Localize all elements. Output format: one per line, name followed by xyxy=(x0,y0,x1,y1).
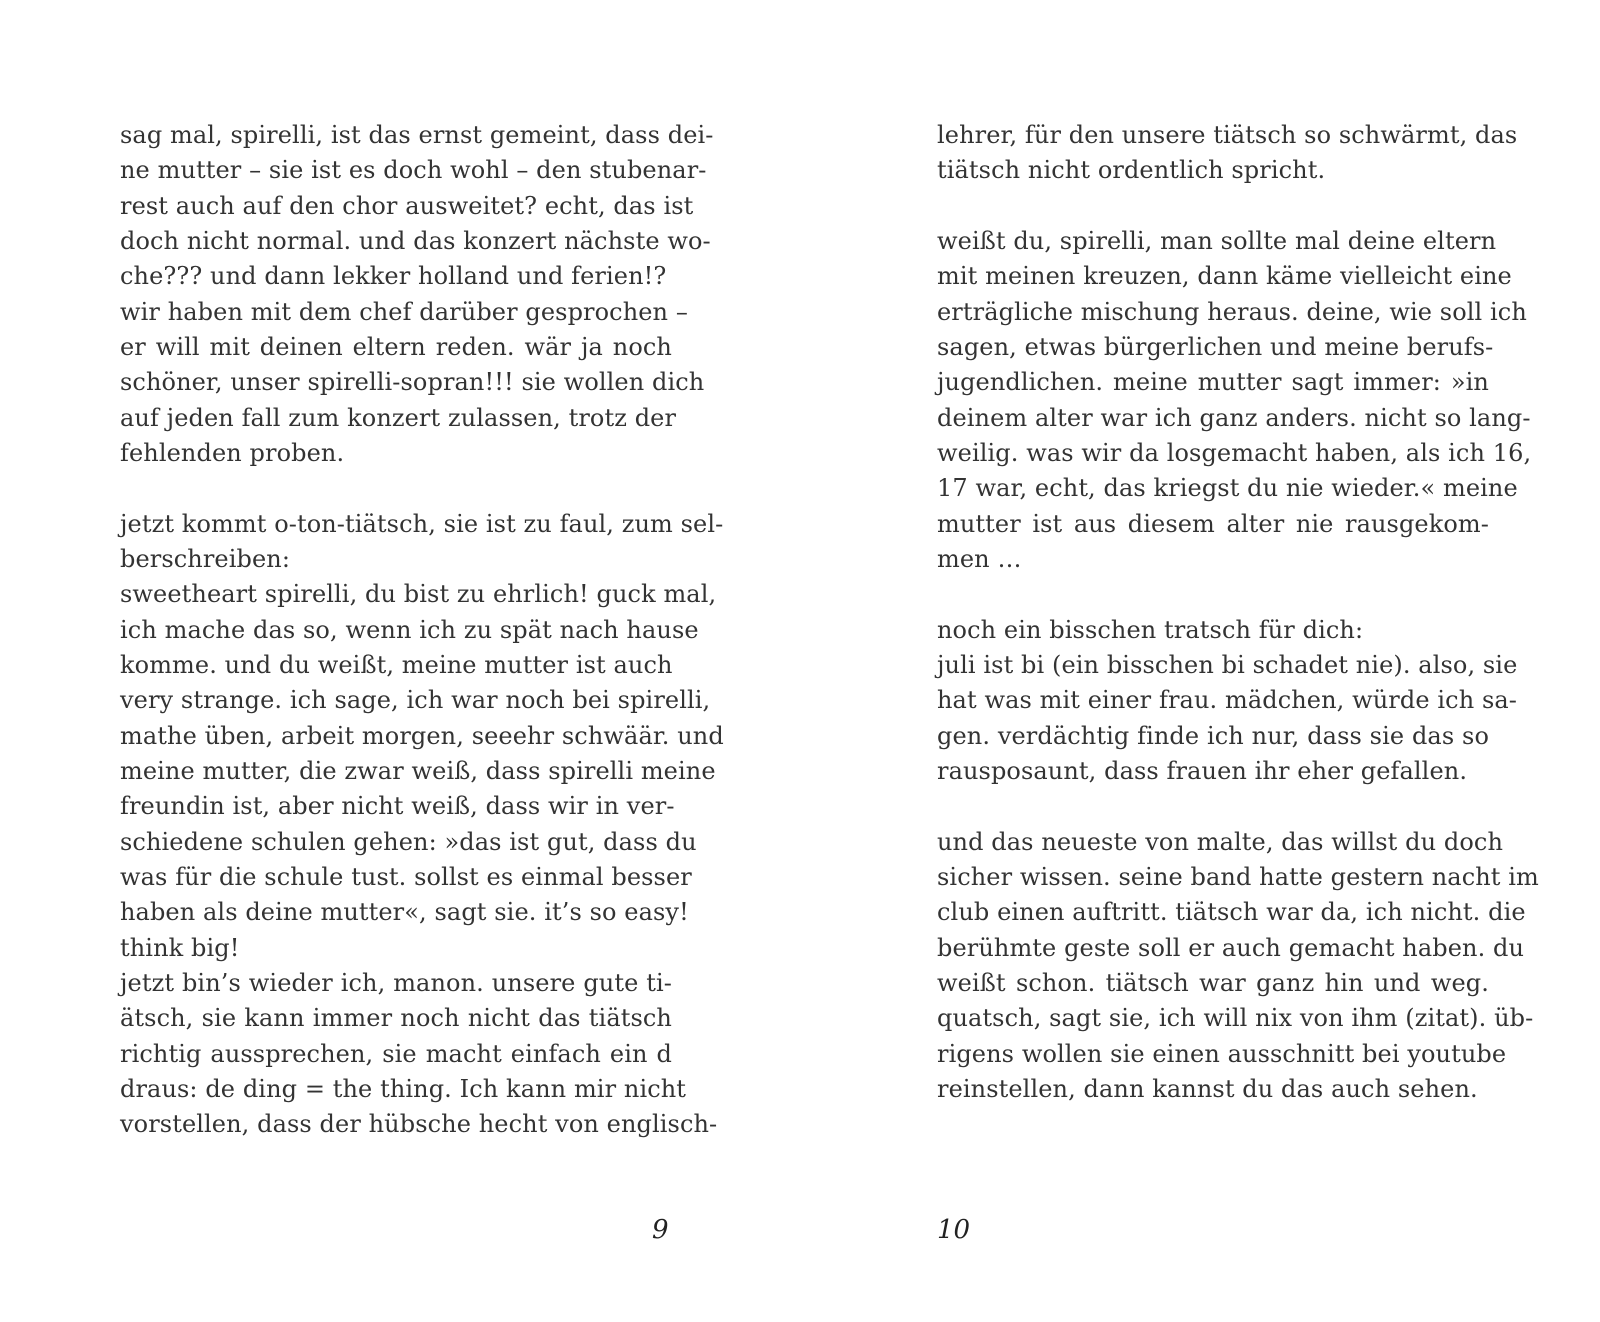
text-line: wir haben mit dem chef darüber gesprochen – xyxy=(120,298,688,326)
text-line: reinstellen, dann kannst du das auch sehen. xyxy=(937,1075,1478,1103)
text-line: auf jeden fall zum konzert zulassen, trotz der xyxy=(120,404,677,432)
text-line: lehrer, für den unsere tiätsch so schwärmt, das xyxy=(937,121,1518,149)
text-line: richtig aussprechen, sie macht einfach ein d xyxy=(120,1040,672,1068)
text-line: weißt du, spirelli, man sollte mal deine eltern xyxy=(937,227,1497,255)
right-page xyxy=(800,0,1600,1322)
text-line: schiedene schulen gehen: »das ist gut, dass du xyxy=(120,828,697,856)
text-line: juli ist bi (ein bisschen bi schadet nie). also, sie xyxy=(937,651,1518,679)
text-line: mutter ist aus diesem alter nie rausgekom- xyxy=(937,510,1489,538)
text-line: fehlenden proben. xyxy=(120,439,345,467)
text-line: mathe üben, arbeit morgen, seeehr schwäär. und xyxy=(120,722,724,750)
text-line: ne mutter – sie ist es doch wohl – den stubenar- xyxy=(120,156,707,184)
text-line: che??? und dann lekker holland und ferien!? xyxy=(120,262,667,290)
text-line: tiätsch nicht ordentlich spricht. xyxy=(937,156,1326,184)
text-line: mit meinen kreuzen, dann käme vielleicht eine xyxy=(937,262,1512,290)
text-line: rest auch auf den chor ausweitet? echt, das ist xyxy=(120,192,694,220)
text-line: freundin ist, aber nicht weiß, dass wir in ver- xyxy=(120,792,675,820)
text-line: weilig. was wir da losgemacht haben, als ich 16, xyxy=(937,439,1532,467)
text-line: gen. verdächtig finde ich nur, dass sie das so xyxy=(937,722,1489,750)
text-line: club einen auftritt. tiätsch war da, ich nicht. die xyxy=(937,898,1526,926)
text-line: doch nicht normal. und das konzert nächste wo- xyxy=(120,227,711,255)
text-line: berschreiben: xyxy=(120,545,291,573)
text-line: rigens wollen sie einen ausschnitt bei youtube xyxy=(937,1040,1507,1068)
text-line: sicher wissen. seine band hatte gestern nacht im xyxy=(937,863,1539,891)
text-line: deinem alter war ich ganz anders. nicht so lang- xyxy=(937,404,1531,432)
text-line: sweetheart spirelli, du bist zu ehrlich! guck mal, xyxy=(120,580,717,608)
text-line: jetzt kommt o-ton-tiätsch, sie ist zu faul, zum sel- xyxy=(120,510,724,538)
text-line: erträgliche mischung heraus. deine, wie soll ich xyxy=(937,298,1527,326)
text-line: sagen, etwas bürgerlichen und meine berufs- xyxy=(937,333,1494,361)
text-line: hat was mit einer frau. mädchen, würde ich sa- xyxy=(937,686,1518,714)
text-line: quatsch, sagt sie, ich will nix von ihm (zitat). üb- xyxy=(937,1004,1534,1032)
page-number: 10 xyxy=(937,1215,971,1245)
text-line: men … xyxy=(937,545,1022,573)
text-line: jugendlichen. meine mutter sagt immer: »in xyxy=(937,368,1489,396)
text-line: er will mit deinen eltern reden. wär ja noch xyxy=(120,333,672,361)
text-line: 17 war, echt, das kriegst du nie wieder.« meine xyxy=(937,474,1518,502)
text-line: komme. und du weißt, meine mutter ist auch xyxy=(120,651,673,679)
text-line: vorstellen, dass der hübsche hecht von englisch- xyxy=(120,1110,718,1138)
text-line: berühmte geste soll er auch gemacht haben. du xyxy=(937,934,1525,962)
text-line: meine mutter, die zwar weiß, dass spirelli meine xyxy=(120,757,716,785)
text-line: very strange. ich sage, ich war noch bei spirelli, xyxy=(120,686,711,714)
text-line: sag mal, spirelli, ist das ernst gemeint, dass dei- xyxy=(120,121,714,149)
text-line: ich mache das so, wenn ich zu spät nach hause xyxy=(120,616,699,644)
text-line: ätsch, sie kann immer noch nicht das tiätsch xyxy=(120,1004,672,1032)
text-line: schöner, unser spirelli-sopran!!! sie wollen dich xyxy=(120,368,705,396)
text-line: draus: de ding = the thing. Ich kann mir nicht xyxy=(120,1075,687,1103)
text-line: jetzt bin’s wieder ich, manon. unsere gute ti- xyxy=(120,969,672,997)
text-line: rausposaunt, dass frauen ihr eher gefallen. xyxy=(937,757,1468,785)
text-line: noch ein bisschen tratsch für dich: xyxy=(937,616,1364,644)
text-line: weißt schon. tiätsch war ganz hin und weg. xyxy=(937,969,1489,997)
text-line: haben als deine mutter«, sagt sie. it’s so easy! xyxy=(120,898,689,926)
page-number: 9 xyxy=(652,1215,669,1245)
text-line: und das neueste von malte, das willst du doch xyxy=(937,828,1504,856)
text-line: was für die schule tust. sollst es einmal besser xyxy=(120,863,692,891)
text-line: think big! xyxy=(120,934,240,962)
